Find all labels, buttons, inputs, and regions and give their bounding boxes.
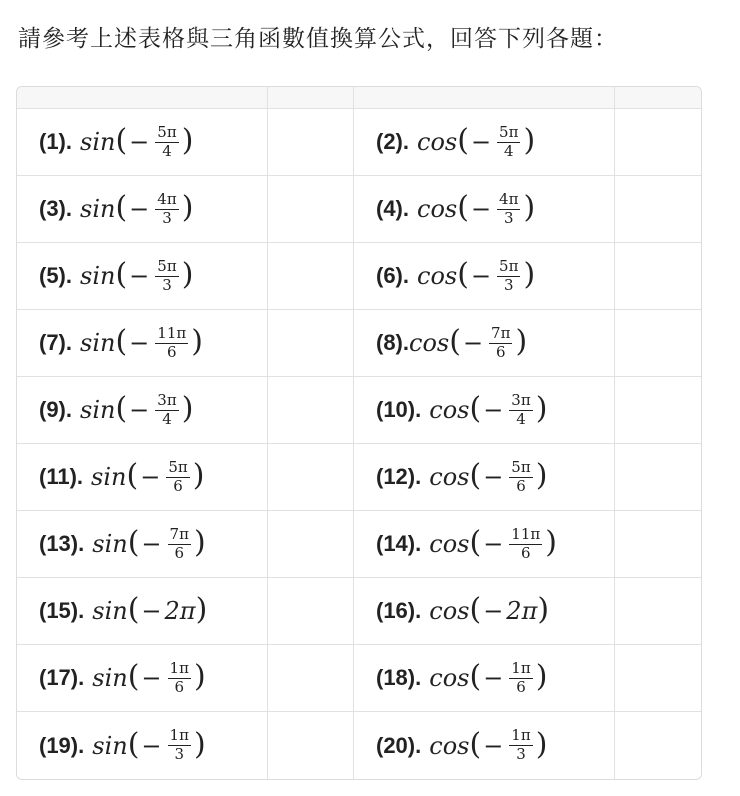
minus-sign: − <box>483 396 504 424</box>
left-paren: ( <box>457 190 469 225</box>
question-cell <box>354 310 615 377</box>
question-number: (5). <box>39 263 72 288</box>
question-cell <box>17 712 268 779</box>
function-name: sin <box>92 597 128 625</box>
fraction-denominator: 6 <box>521 543 531 562</box>
minus-sign: − <box>129 329 150 357</box>
left-paren: ( <box>457 123 469 158</box>
answer-cell[interactable] <box>268 310 354 377</box>
right-paren: ) <box>537 592 550 627</box>
fraction-denominator: 6 <box>174 677 184 696</box>
fraction-numerator: 1π <box>511 726 531 745</box>
function-name: sin <box>92 664 128 692</box>
minus-sign: − <box>129 262 150 290</box>
function-name: sin <box>80 329 116 357</box>
left-paren: ( <box>115 123 128 158</box>
question-number: (20). <box>376 732 422 758</box>
fraction-numerator: 1π <box>169 726 189 745</box>
minus-sign: − <box>483 597 504 625</box>
fraction-numerator: 5π <box>499 256 519 275</box>
question-number: (2). <box>376 129 409 154</box>
fraction <box>497 189 520 227</box>
fraction-denominator: 4 <box>516 409 526 428</box>
left-paren: ( <box>469 525 482 560</box>
left-paren: ( <box>469 458 482 493</box>
fraction-numerator: 3π <box>511 390 531 409</box>
table-header-cell <box>268 87 354 109</box>
function-name: cos <box>417 128 458 156</box>
question-cell <box>354 645 615 712</box>
left-paren: ( <box>126 458 139 493</box>
minus-sign: − <box>141 597 162 625</box>
minus-sign: − <box>483 530 504 558</box>
fraction-denominator: 6 <box>516 677 526 696</box>
math-expression <box>84 592 208 627</box>
function-name: sin <box>92 530 128 558</box>
fraction-denominator: 4 <box>162 409 172 428</box>
math-expression <box>72 390 194 428</box>
question-cell <box>17 578 268 645</box>
right-paren: ) <box>193 659 206 694</box>
question-cell <box>354 377 615 444</box>
question-cell <box>17 310 268 377</box>
answer-cell[interactable] <box>615 176 701 243</box>
answer-cell[interactable] <box>615 511 701 578</box>
math-expression <box>83 457 205 495</box>
fraction-numerator: 11π <box>157 323 187 342</box>
fraction-numerator: 1π <box>169 658 189 677</box>
fraction-numerator: 5π <box>157 122 177 141</box>
question-prompt: 請參考上述表格與三角函數值換算公式，回答下列各題： <box>18 26 618 52</box>
answer-cell[interactable] <box>268 176 354 243</box>
fraction <box>155 122 178 160</box>
question-cell <box>17 444 268 511</box>
function-name: sin <box>80 195 116 223</box>
fraction-denominator: 6 <box>495 342 506 361</box>
left-paren: ( <box>449 324 461 359</box>
left-paren: ( <box>115 257 128 292</box>
minus-sign: − <box>470 128 492 156</box>
question-number: (14). <box>376 531 422 556</box>
answer-cell[interactable] <box>615 712 701 779</box>
question-cell <box>17 243 268 310</box>
fraction-numerator: 5π <box>499 122 519 141</box>
fraction-numerator: 5π <box>511 457 531 476</box>
right-paren: ) <box>181 190 194 225</box>
fraction-numerator: 7π <box>169 524 189 543</box>
table-header-cell <box>615 87 701 109</box>
right-paren: ) <box>181 123 194 158</box>
table-header-cell <box>17 87 268 109</box>
fraction-denominator: 6 <box>166 342 177 361</box>
math-expression <box>409 256 536 294</box>
question-cell <box>354 176 615 243</box>
fraction-numerator: 11π <box>511 524 541 543</box>
minus-sign: − <box>141 530 162 558</box>
fraction <box>509 457 532 495</box>
answer-cell[interactable] <box>615 109 701 176</box>
left-paren: ( <box>457 257 469 292</box>
question-cell <box>354 712 615 779</box>
minus-sign: − <box>483 664 504 692</box>
answer-cell[interactable] <box>268 377 354 444</box>
fraction <box>168 658 191 696</box>
fraction <box>509 524 542 562</box>
question-number: (10). <box>376 397 422 422</box>
fraction-numerator: 4π <box>157 189 177 208</box>
math-expression <box>72 256 194 294</box>
question-number: (1). <box>39 129 72 154</box>
function-name: cos <box>429 396 470 424</box>
question-number: (13). <box>39 531 85 556</box>
math-expression <box>421 457 548 495</box>
question-number: (7). <box>39 330 72 355</box>
left-paren: ( <box>127 525 140 560</box>
right-paren: ) <box>515 324 528 359</box>
fraction <box>155 189 178 227</box>
right-paren: ) <box>523 190 536 225</box>
math-expression <box>72 189 194 227</box>
left-paren: ( <box>115 324 128 359</box>
answer-cell[interactable] <box>268 444 354 511</box>
answer-cell[interactable] <box>268 712 354 779</box>
minus-sign: − <box>470 195 492 223</box>
math-expression <box>421 728 547 763</box>
question-cell <box>354 511 615 578</box>
math-expression <box>421 390 548 428</box>
function-name: cos <box>417 262 458 290</box>
fraction-numerator: 3π <box>157 390 177 409</box>
question-number: (12). <box>376 464 422 489</box>
question-cell <box>17 109 268 176</box>
right-paren: ) <box>523 123 536 158</box>
fraction-numerator: 4π <box>499 189 519 208</box>
question-number: (15). <box>39 598 85 623</box>
answer-cell[interactable] <box>615 310 701 377</box>
fraction <box>509 390 532 428</box>
question-number: (8). <box>376 330 409 355</box>
fraction <box>168 728 191 763</box>
question-grid <box>17 87 701 779</box>
minus-sign: − <box>141 731 162 760</box>
function-name: cos <box>429 463 470 491</box>
fraction-denominator: 3 <box>162 208 172 227</box>
function-name: sin <box>92 731 128 760</box>
fraction-denominator: 6 <box>516 476 526 495</box>
question-number: (11). <box>39 464 84 489</box>
left-paren: ( <box>469 726 482 762</box>
fraction <box>155 256 178 294</box>
function-name: sin <box>80 262 116 290</box>
answer-cell[interactable] <box>268 578 354 645</box>
minus-sign: − <box>483 731 504 760</box>
fraction-numerator: 7π <box>491 323 511 342</box>
right-paren: ) <box>535 659 548 694</box>
fraction-denominator: 4 <box>162 141 172 160</box>
question-cell <box>17 176 268 243</box>
right-paren: ) <box>191 324 203 359</box>
fraction-denominator: 3 <box>174 745 184 763</box>
answer-cell[interactable] <box>268 511 354 578</box>
math-expression <box>409 323 528 361</box>
function-name: sin <box>91 463 127 491</box>
answer-cell[interactable] <box>615 645 701 712</box>
right-paren: ) <box>535 391 548 426</box>
math-expression <box>409 122 536 160</box>
function-name: sin <box>80 396 116 424</box>
fraction <box>168 524 191 562</box>
right-paren: ) <box>195 592 208 627</box>
fraction <box>489 323 512 361</box>
left-paren: ( <box>469 592 482 627</box>
question-cell <box>354 109 615 176</box>
fraction-denominator: 6 <box>174 543 184 562</box>
answer-cell[interactable] <box>615 578 701 645</box>
minus-sign: − <box>140 463 161 491</box>
left-paren: ( <box>469 391 482 426</box>
question-cell <box>17 377 268 444</box>
question-number: (4). <box>376 196 409 221</box>
function-name: cos <box>429 530 470 558</box>
question-number: (17). <box>39 665 85 690</box>
question-cell <box>354 578 615 645</box>
right-paren: ) <box>181 257 194 292</box>
answer-cell[interactable] <box>615 444 701 511</box>
math-expression <box>421 524 557 562</box>
question-cell <box>354 444 615 511</box>
right-paren: ) <box>535 726 548 762</box>
right-paren: ) <box>192 458 205 493</box>
left-paren: ( <box>127 592 140 627</box>
math-expression <box>84 728 205 763</box>
math-expression <box>84 658 206 696</box>
fraction <box>155 390 178 428</box>
answer-cell[interactable] <box>268 645 354 712</box>
minus-sign: − <box>462 329 484 357</box>
right-paren: ) <box>535 458 548 493</box>
fraction <box>166 457 189 495</box>
angle-value: 2π <box>506 597 538 625</box>
question-cell <box>354 243 615 310</box>
fraction-denominator: 3 <box>503 208 514 227</box>
question-number: (19). <box>39 732 85 758</box>
question-number: (9). <box>39 397 72 422</box>
right-paren: ) <box>545 525 557 560</box>
math-expression <box>72 323 203 361</box>
minus-sign: − <box>470 262 492 290</box>
function-name: cos <box>429 597 470 625</box>
left-paren: ( <box>469 659 482 694</box>
answer-cell[interactable] <box>615 377 701 444</box>
fraction-denominator: 3 <box>162 275 172 294</box>
left-paren: ( <box>115 190 128 225</box>
minus-sign: − <box>129 128 150 156</box>
function-name: cos <box>417 195 458 223</box>
fraction <box>509 658 532 696</box>
fraction-numerator: 5π <box>168 457 188 476</box>
math-expression <box>409 189 536 227</box>
left-paren: ( <box>127 659 140 694</box>
fraction-denominator: 4 <box>503 141 514 160</box>
minus-sign: − <box>483 463 504 491</box>
table-header-cell <box>354 87 615 109</box>
fraction-numerator: 5π <box>157 256 177 275</box>
question-number: (16). <box>376 598 422 623</box>
angle-value: 2π <box>164 597 196 625</box>
function-name: cos <box>409 329 450 357</box>
math-expression <box>421 658 548 696</box>
question-number: (6). <box>376 263 409 288</box>
fraction <box>509 728 532 763</box>
left-paren: ( <box>115 391 128 426</box>
fraction-denominator: 3 <box>516 745 526 763</box>
right-paren: ) <box>181 391 194 426</box>
answer-cell[interactable] <box>268 243 354 310</box>
right-paren: ) <box>193 525 206 560</box>
answer-cell[interactable] <box>268 109 354 176</box>
right-paren: ) <box>193 726 206 762</box>
answer-cell[interactable] <box>615 243 701 310</box>
question-cell <box>17 511 268 578</box>
fraction <box>155 323 188 361</box>
math-expression <box>421 592 550 627</box>
function-name: cos <box>429 664 470 692</box>
minus-sign: − <box>129 396 150 424</box>
minus-sign: − <box>141 664 162 692</box>
fraction <box>497 256 520 294</box>
math-expression <box>72 122 194 160</box>
fraction <box>497 122 520 160</box>
right-paren: ) <box>523 257 536 292</box>
fraction-numerator: 1π <box>511 658 531 677</box>
question-number: (3). <box>39 196 72 221</box>
fraction-denominator: 6 <box>173 476 183 495</box>
question-table <box>16 86 702 780</box>
question-cell <box>17 645 268 712</box>
function-name: cos <box>429 731 470 760</box>
math-expression <box>84 524 206 562</box>
minus-sign: − <box>129 195 150 223</box>
fraction-denominator: 3 <box>503 275 514 294</box>
question-number: (18). <box>376 665 422 690</box>
function-name: sin <box>80 128 116 156</box>
left-paren: ( <box>127 726 140 762</box>
